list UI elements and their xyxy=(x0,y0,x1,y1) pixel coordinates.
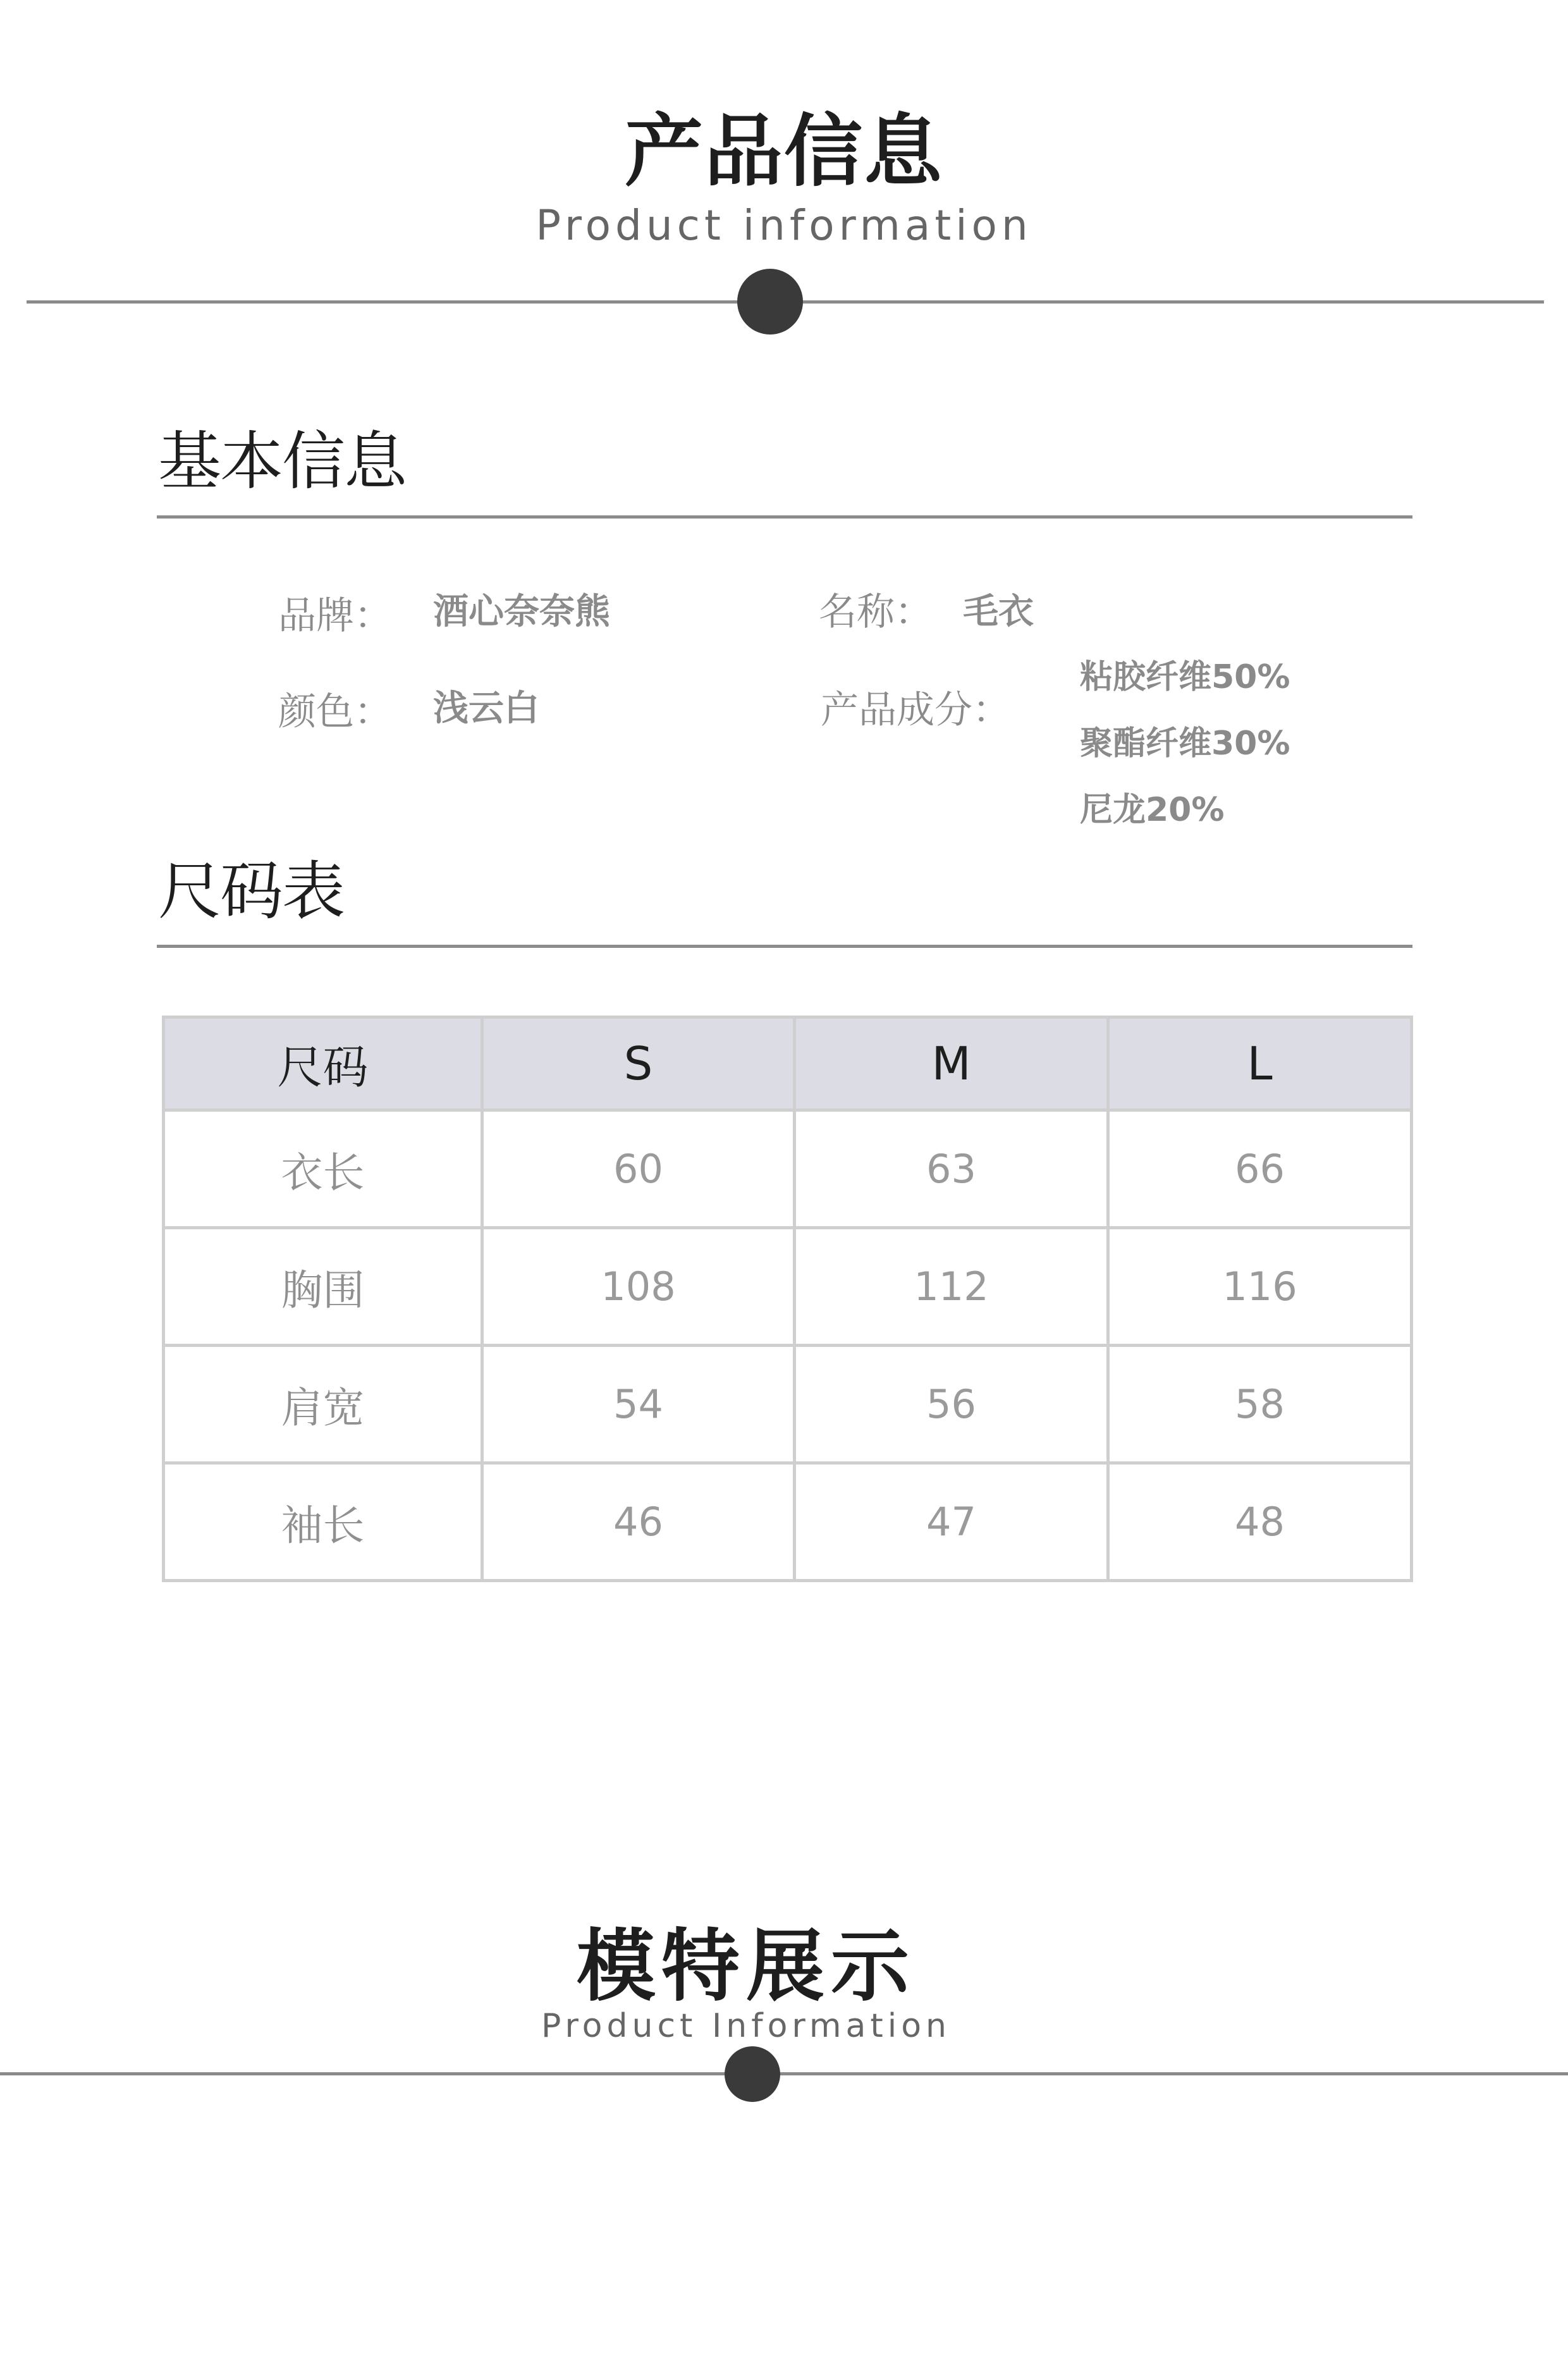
model-display-subtitle: Product Information xyxy=(541,2007,951,2045)
product-info-subtitle: Product information xyxy=(536,201,1032,250)
table-row xyxy=(164,1463,1412,1581)
composition-item: 尼龙20% xyxy=(1080,791,1225,829)
color-value: 浅云白 xyxy=(433,688,539,729)
cell-value: 112 xyxy=(795,1228,1108,1346)
cell-value: 116 xyxy=(1108,1228,1412,1346)
cell-value: 66 xyxy=(1108,1110,1412,1228)
row-label: 胸围 xyxy=(164,1228,482,1346)
header-l: L xyxy=(1108,1017,1412,1110)
header-size: 尺码 xyxy=(164,1017,482,1110)
row-label: 肩宽 xyxy=(164,1346,482,1463)
name-value: 毛衣 xyxy=(963,591,1034,632)
cell-value: 46 xyxy=(482,1463,795,1581)
composition-label: 产品成分： xyxy=(821,688,1010,732)
brand-label: 品牌： xyxy=(278,594,392,638)
model-display-divider xyxy=(0,2072,1568,2075)
cell-value: 60 xyxy=(482,1110,795,1228)
cell-value: 47 xyxy=(795,1463,1108,1581)
size-chart-underline xyxy=(157,945,1412,948)
product-info-divider-dot xyxy=(737,269,803,335)
table-row xyxy=(164,1110,1412,1228)
row-label: 衣长 xyxy=(164,1110,482,1228)
name-label: 名称： xyxy=(819,590,933,634)
size-chart-title: 尺码表 xyxy=(158,854,344,928)
size-table xyxy=(162,1016,1413,1582)
cell-value: 58 xyxy=(1108,1346,1412,1463)
cell-value: 54 xyxy=(482,1346,795,1463)
model-display-divider-dot xyxy=(725,2046,780,2102)
row-label: 袖长 xyxy=(164,1463,482,1581)
basic-info-title: 基本信息 xyxy=(158,424,406,498)
composition-item: 粘胶纤维50% xyxy=(1080,658,1290,696)
brand-value: 酒心奈奈熊 xyxy=(433,591,610,632)
cell-value: 48 xyxy=(1108,1463,1412,1581)
cell-value: 108 xyxy=(482,1228,795,1346)
cell-value: 63 xyxy=(795,1110,1108,1228)
header-s: S xyxy=(482,1017,795,1110)
model-display-title: 模特展示 xyxy=(576,1921,916,2012)
table-row xyxy=(164,1346,1412,1463)
cell-value: 56 xyxy=(795,1346,1108,1463)
composition-item: 聚酯纤维30% xyxy=(1080,725,1290,763)
size-table-header-row xyxy=(164,1017,1412,1110)
product-info-title: 产品信息 xyxy=(624,106,943,197)
basic-info-underline xyxy=(157,515,1412,519)
header-m: M xyxy=(795,1017,1108,1110)
table-row xyxy=(164,1228,1412,1346)
color-label: 颜色： xyxy=(278,690,392,734)
